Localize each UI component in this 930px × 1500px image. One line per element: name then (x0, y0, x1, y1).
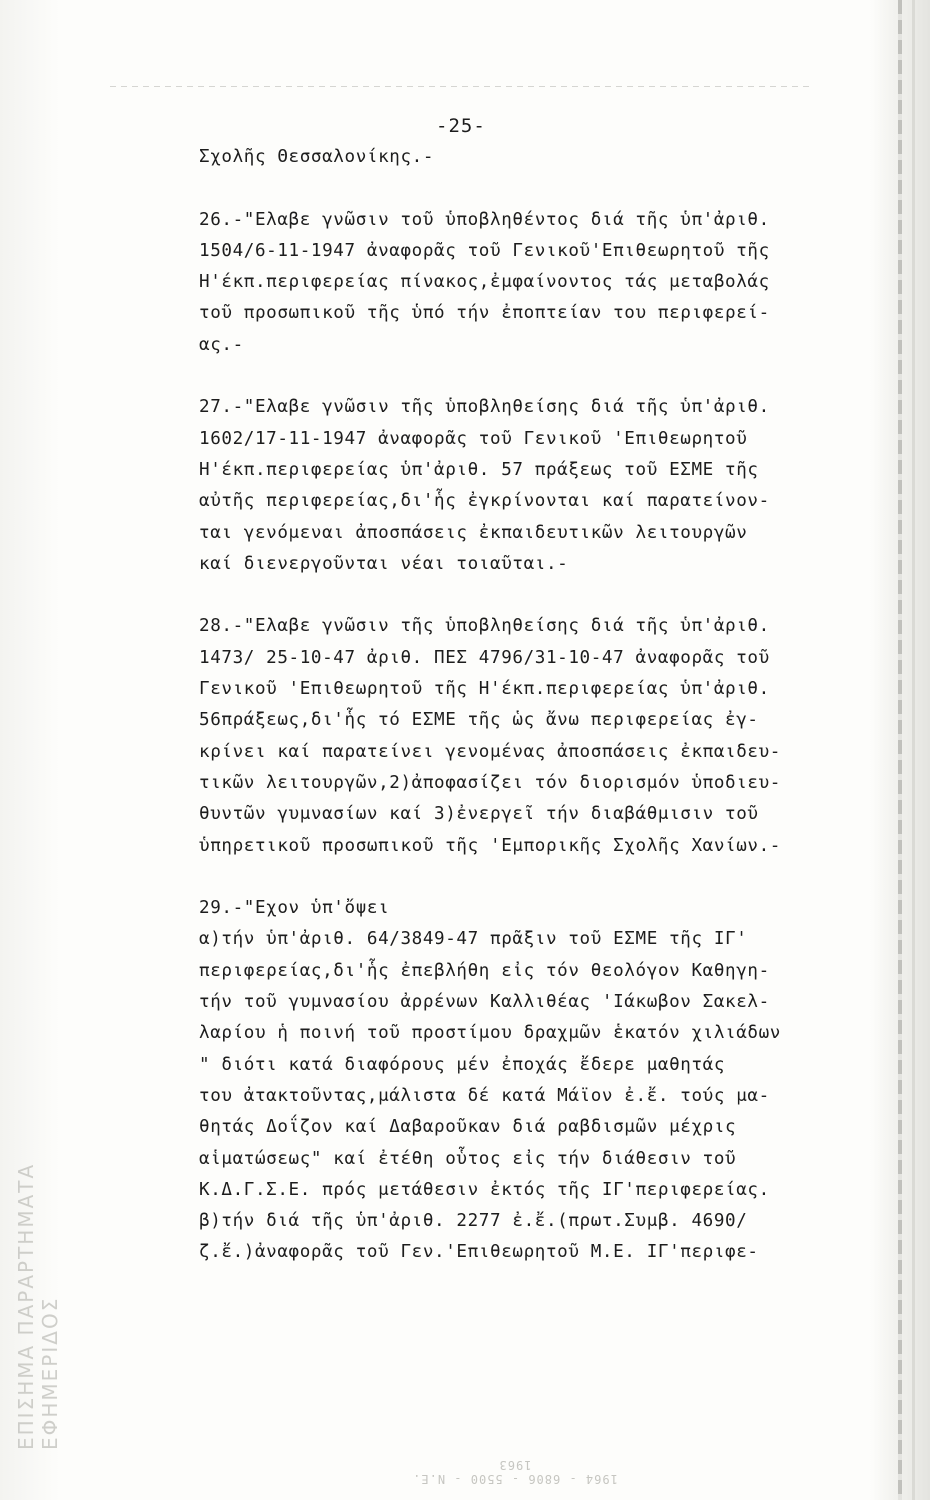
text-line: τικῶν λειτουργῶν,2)ἀποφασίζει τόν διορισμόν ὑποδιευ- (199, 772, 782, 793)
text-line: Η'έκπ.περιφερείας πίνακος,ἐμφαίνοντος τάς μεταβολάς (199, 272, 770, 293)
text-line: 26.-"Ελαβε γνῶσιν τοῦ ὑποβληθέντος διά τῆς ὑπ'ἀριθ. (199, 209, 770, 230)
scan-artifact-line (110, 86, 810, 87)
text-line: 56πράξεως,δι'ἧς τό ΕΣΜΕ τῆς ὡς ἄνω περιφερείας ἐγ- (199, 710, 759, 731)
typed-body (199, 142, 899, 1269)
text-line: ζ.ἔ.)ἀναφορᾶς τοῦ Γεν.'Επιθεωρητοῦ Μ.Ε. ΙΓ'περιφε- (199, 1242, 759, 1263)
section-27 (199, 392, 899, 580)
text-line: 27.-"Ελαβε γνῶσιν τῆς ὑποβληθείσης διά τῆς ὑπ'ἀριθ. (199, 397, 770, 418)
text-line: 1602/17-11-1947 ἀναφορᾶς τοῦ Γενικοῦ 'Επιθεωρητοῦ (199, 428, 748, 449)
text-line: θητάς Δοΐζον καί Δαβαροῦκαν διά ραβδισμῶν μέχρις (199, 1117, 737, 1138)
page-number: -25- (436, 115, 486, 137)
text-line: κρίνει καί παρατείνει γενομένας ἀποσπάσεις ἐκπαιδευ- (199, 741, 782, 762)
text-line: ται γενόμεναι ἀποσπάσεις ἐκπαιδευτικῶν λειτουργῶν (199, 522, 748, 543)
text-line: λαρίου ἡ ποινή τοῦ προστίμου δραχμῶν ἑκατόν χιλιάδων (199, 1023, 782, 1044)
text-line: αἱματώσεως" καί ἐτέθη οὗτος εἰς τήν διάθεσιν τοῦ (199, 1148, 737, 1169)
text-line: περιφερείας,δι'ἧς ἐπεβλήθη εἰς τόν θεολόγον Καθηγη- (199, 960, 770, 981)
bleed-through-text-bottom: 1964 - 6806 - 5500 - Ν.Ε. 1963 (412, 1458, 618, 1486)
text-line: τήν τοῦ γυμνασίου ἀρρένων Καλλιθέας 'Ιάκωβον Σακελ- (199, 992, 770, 1013)
text-line: 1473/ 25-10-47 ἀριθ. ΠΕΣ 4796/31-10-47 ἀναφορᾶς τοῦ (199, 647, 770, 668)
text-line: Η'έκπ.περιφερείας ὑπ'ἀριθ. 57 πράξεως τοῦ ΕΣΜΕ τῆς (199, 459, 759, 480)
text-line: " διότι κατά διαφόρους μέν ἐποχάς ἔδερε μαθητάς (199, 1054, 726, 1075)
text-line: αὐτῆς περιφερείας,δι'ἧς ἐγκρίνονται καί παρατείνον- (199, 491, 770, 512)
text-line: β)τήν διά τῆς ὑπ'ἀριθ. 2277 ἐ.ἔ.(πρωτ.Συμβ. 4690/ (199, 1211, 748, 1232)
text-line: 29.-"Εχον ὑπ'ὄψει (199, 898, 390, 919)
page-edge-line (912, 0, 915, 1500)
text-line: ας.- (199, 334, 244, 355)
heading-line: Σχολῆς Θεσσαλονίκης.- (199, 147, 435, 167)
section-26 (199, 205, 899, 361)
text-line: 1504/6-11-1947 ἀναφορᾶς τοῦ Γενικοῦ'Επιθεωρητοῦ τῆς (199, 240, 770, 261)
section-28 (199, 611, 899, 861)
bleed-through-text-left: ΕΠΙΣΗΜΑ ΠΑΡΑΡΤΗΜΑΤΑ ΕΦΗΜΕΡΙΔΟΣ (14, 1162, 62, 1450)
text-line: Κ.Δ.Γ.Σ.Ε. πρός μετάθεσιν ἐκτός τῆς ΙΓ'περιφερείας. (199, 1179, 770, 1200)
text-line: τοῦ προσωπικοῦ τῆς ὑπό τήν ἐποπτείαν του περιφερεί- (199, 303, 770, 324)
text-line: 28.-"Ελαβε γνῶσιν τῆς ὑποβληθείσης διά τῆς ὑπ'ἀριθ. (199, 616, 770, 637)
text-line: ὑπηρετικοῦ προσωπικοῦ τῆς 'Εμπορικῆς Σχολῆς Χανίων.- (199, 835, 782, 856)
text-line: καί διενεργοῦνται νέαι τοιαῦται.- (199, 553, 569, 574)
text-line: Γενικοῦ 'Επιθεωρητοῦ τῆς Η'έκπ.περιφερείας ὑπ'ἀριθ. (199, 679, 770, 700)
text-line: α)τήν ὑπ'ἀριθ. 64/3849-47 πρᾶξιν τοῦ ΕΣΜΕ τῆς ΙΓ' (199, 929, 748, 950)
text-line: του ἀτακτοῦντας,μάλιστα δέ κατά Μάϊον ἐ.ἔ. τούς μα- (199, 1085, 770, 1106)
text-line: θυντῶν γυμνασίων καί 3)ἐνεργεῖ τήν διαβάθμισιν τοῦ (199, 804, 759, 825)
section-29 (199, 893, 899, 1269)
